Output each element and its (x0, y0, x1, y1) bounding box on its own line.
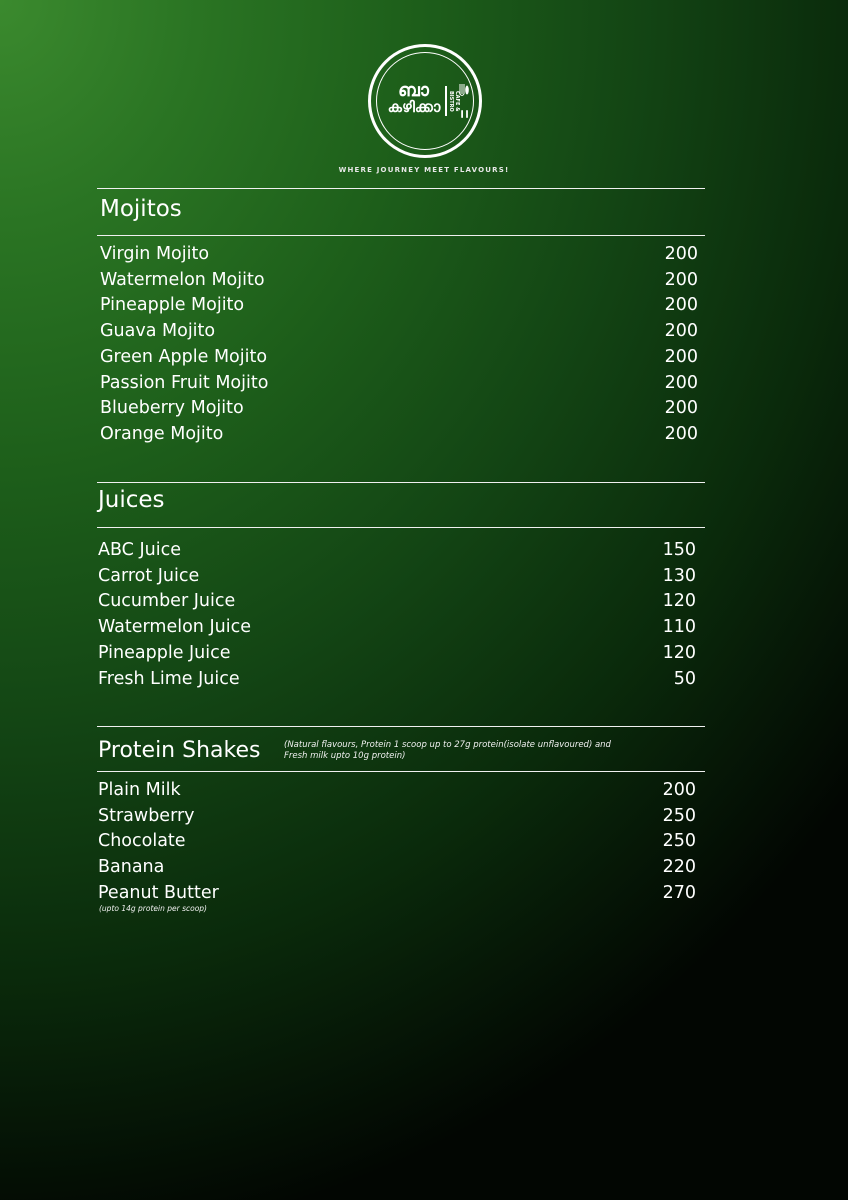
menu-item (100, 421, 698, 447)
item-name: Watermelon Mojito (100, 270, 265, 290)
logo-divider (445, 86, 447, 116)
menu-item (98, 854, 696, 880)
item-name: Cucumber Juice (98, 591, 236, 611)
item-name: Passion Fruit Mojito (100, 373, 269, 393)
menu-item (100, 370, 698, 396)
item-name: Orange Mojito (100, 424, 224, 444)
menu-item (100, 292, 698, 318)
item-price: 220 (662, 857, 696, 877)
item-name: Watermelon Juice (98, 617, 251, 637)
protein-note-line-1: (Natural flavours, Protein 1 scoop up to 27g protein(isolate unflavoured) and (284, 740, 611, 750)
item-price: 200 (662, 780, 696, 800)
item-name: Virgin Mojito (100, 244, 210, 264)
section-title-juices: Juices (98, 487, 165, 513)
item-price: 50 (673, 669, 696, 689)
menu-item (100, 267, 698, 293)
protein-note-line-2: Fresh milk upto 10g protein) (284, 751, 406, 761)
item-name: Banana (98, 857, 165, 877)
logo-line-2: കഴിക്കാ (387, 98, 441, 116)
menu-item (98, 563, 696, 589)
logo-line-1: ബാ (398, 80, 430, 101)
item-name: ABC Juice (98, 540, 181, 560)
item-name: Guava Mojito (100, 321, 216, 341)
item-price: 200 (664, 373, 698, 393)
item-name: Pineapple Mojito (100, 295, 245, 315)
item-name: Pineapple Juice (98, 643, 231, 663)
section-divider (97, 771, 705, 772)
item-price: 250 (662, 831, 696, 851)
item-price: 130 (662, 566, 696, 586)
section-divider (97, 188, 705, 189)
item-name: Plain Milk (98, 780, 181, 800)
item-name: Peanut Butter (98, 883, 219, 903)
menu-item (98, 666, 696, 692)
item-name: Fresh Lime Juice (98, 669, 240, 689)
item-price: 200 (664, 398, 698, 418)
menu-item (100, 395, 698, 421)
menu-item (98, 614, 696, 640)
logo-wordmark (386, 82, 442, 116)
brand-logo (368, 44, 482, 158)
menu-item (98, 803, 696, 829)
tagline: WHERE JOURNEY MEET FLAVOURS! (338, 166, 510, 174)
section-title-mojitos: Mojitos (100, 196, 182, 222)
menu-item (100, 241, 698, 267)
item-name: Carrot Juice (98, 566, 200, 586)
item-price: 270 (662, 883, 696, 903)
menu-item (98, 828, 696, 854)
item-price: 200 (664, 244, 698, 264)
protein-note (284, 740, 611, 762)
item-price: 200 (664, 295, 698, 315)
item-price: 250 (662, 806, 696, 826)
item-price: 200 (664, 321, 698, 341)
section-divider (97, 726, 705, 727)
menu-item (100, 344, 698, 370)
item-price: 200 (664, 347, 698, 367)
peanut-butter-note: (upto 14g protein per scoop) (99, 904, 207, 913)
item-price: 110 (662, 617, 696, 637)
section-divider (97, 527, 705, 528)
menu-item (98, 640, 696, 666)
item-price: 150 (662, 540, 696, 560)
menu-item (98, 880, 696, 906)
item-price: 120 (662, 643, 696, 663)
menu-item (98, 588, 696, 614)
section-title-protein-shakes: Protein Shakes (98, 738, 261, 763)
menu-item (98, 537, 696, 563)
item-name: Chocolate (98, 831, 186, 851)
item-name: Strawberry (98, 806, 195, 826)
item-price: 200 (664, 424, 698, 444)
logo-side-text: CAFE & BISTRO (448, 90, 460, 112)
item-price: 120 (662, 591, 696, 611)
menu-item (100, 318, 698, 344)
cutlery-icon (457, 82, 469, 122)
item-name: Blueberry Mojito (100, 398, 244, 418)
item-name: Green Apple Mojito (100, 347, 268, 367)
menu-item (98, 777, 696, 803)
section-divider (97, 482, 705, 483)
item-price: 200 (664, 270, 698, 290)
section-divider (97, 235, 705, 236)
